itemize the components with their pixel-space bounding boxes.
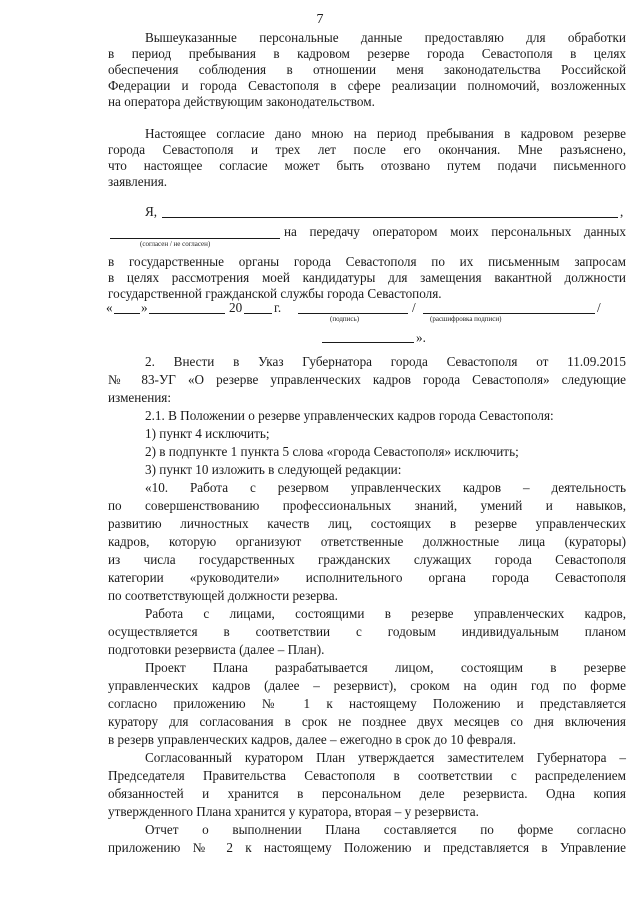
text-line: кадров, которую организуют ответственные должностные лица (кураторы) — [108, 534, 626, 549]
comma: , — [620, 204, 624, 219]
page-number: 7 — [316, 12, 324, 27]
text-line: 1) пункт 4 исключить; — [145, 426, 270, 441]
text-line: согласно приложению № 1 к настоящему Положению и представляется — [108, 696, 626, 711]
text-line: в государственные органы города Севастополя по их письменным запросам — [108, 254, 626, 269]
decode-blank-line — [423, 313, 595, 314]
text-line: по совершенствованию профессиональных знаний, умений и навыков, — [108, 498, 626, 513]
text-line: Отчет о выполнении Плана составляется по форме согласно — [145, 822, 626, 837]
text-line: изменения: — [108, 390, 172, 405]
day-blank-line — [114, 313, 140, 314]
text-line: в целях рассмотрения моей кандидатуры для замещения вакантной должности — [108, 270, 626, 285]
agree-blank-line — [110, 238, 280, 239]
text-line: № 83-УГ «О резерве управленческих кадров города Севастополя» следующие — [108, 372, 626, 387]
text-line: Настоящее согласие дано мною на период пребывания в кадровом резерве — [145, 126, 626, 141]
text-line: Проект Плана разрабатывается лицом, состоящим в резерве — [145, 660, 626, 675]
text-line: Федерации и города Севастополя в сфере реализации полномочий, возложенных — [108, 78, 626, 93]
end-mark: ». — [416, 330, 426, 345]
year-suffix: г. — [274, 300, 282, 315]
text-line: 2. Внести в Указ Губернатора города Севастополя от 11.09.2015 — [145, 354, 626, 369]
date-close-quote: » — [141, 300, 148, 315]
slash: / — [597, 300, 601, 315]
text-line: города Севастополя и трех лет после его окончания. Мне разъяснено, — [108, 142, 626, 157]
text-line: в период пребывания в кадровом резерве города Севастополя в целях — [108, 46, 626, 61]
text-line: что настоящее согласие может быть отозвано путем подачи письменного — [108, 158, 626, 173]
text-line: Согласованный куратором План утверждается заместителем Губернатора – — [145, 750, 626, 765]
text-line: заявления. — [108, 174, 168, 189]
text-line: куратору для согласования в срок не позднее двух месяцев со дня включения — [108, 714, 626, 729]
text-line: подготовки резервиста (далее – План). — [108, 642, 325, 657]
closing-blank-line — [322, 342, 414, 343]
text-line: обязанностей и хранится в персональном деле резервиста. Одна копия — [108, 786, 626, 801]
text-line: из числа государственных гражданских служащих города Севастополя — [108, 552, 626, 567]
text-line: Председателя Правительства Севастополя в соответствии с распределением — [108, 768, 626, 783]
text-line: в резерв управленческих кадров, далее – ежегодно в срок до 10 февраля. — [108, 732, 516, 747]
fullname-blank-line — [162, 217, 618, 218]
text-line: обеспечения соблюдения в отношении меня законодательства Российской — [108, 62, 626, 77]
text-line: утвержденного Плана хранится у куратора, вторая – у резервиста. — [108, 804, 479, 819]
text-line: 3) пункт 10 изложить в следующей редакции: — [145, 462, 402, 477]
text-line: осуществляется в соответствии с годовым индивидуальным планом — [108, 624, 626, 639]
date-open-quote: « — [106, 300, 113, 315]
text-line: Работа с лицами, состоящими в резерве управленческих кадров, — [145, 606, 626, 621]
text-line: развитию личностных качеств лиц, состоящих в резерве управленческих — [108, 516, 626, 531]
text-line: приложению № 2 к настоящему Положению и представляется в Управление — [108, 840, 626, 855]
text-line: 2.1. В Положении о резерве управленческих кадров города Севастополя: — [145, 408, 554, 423]
year-prefix: 20 — [229, 300, 243, 315]
text-line: «10. Работа с резервом управленческих кадров – деятельность — [145, 480, 626, 495]
text-line: на оператора действующим законодательством. — [108, 94, 375, 109]
month-blank-line — [149, 313, 225, 314]
signature-caption: (подпись) — [330, 315, 360, 323]
text-line: категории «руководители» исполнительного органа города Севастополя — [108, 570, 626, 585]
ya-label: Я, — [145, 204, 158, 219]
text-line: управленческих кадров (далее – резервист), сроком на один год по форме — [108, 678, 626, 693]
agree-caption: (согласен / не согласен) — [140, 240, 211, 248]
transfer-text: на передачу оператором моих персональных данных — [284, 224, 626, 239]
slash: / — [412, 300, 416, 315]
text-line: по соответствующей должности резерва. — [108, 588, 338, 603]
text-line: Вышеуказанные персональные данные предоставляю для обработки — [145, 30, 626, 45]
signature-blank-line — [298, 313, 408, 314]
year-blank-line — [244, 313, 272, 314]
text-line: государственной гражданской службы города Севастополя. — [108, 286, 442, 301]
decode-caption: (расшифровка подписи) — [430, 315, 502, 323]
text-line: 2) в подпункте 1 пункта 5 слова «города Севастополя» исключить; — [145, 444, 519, 459]
